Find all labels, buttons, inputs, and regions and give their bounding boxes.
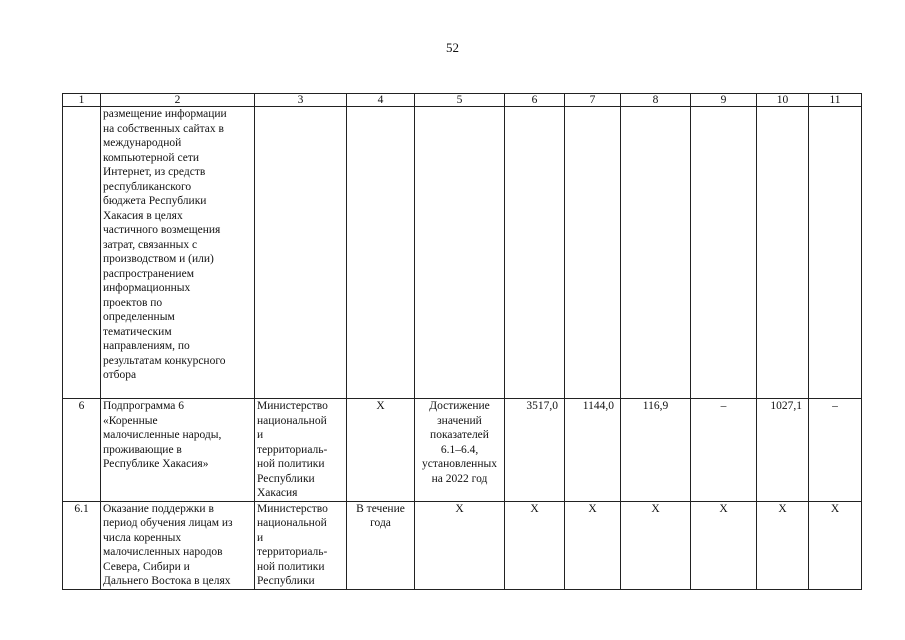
table-cell	[757, 107, 809, 399]
table-cell: Х	[691, 501, 757, 589]
table-cell: Х	[621, 501, 691, 589]
table-cell	[505, 107, 565, 399]
table-row	[63, 399, 862, 502]
data-table	[62, 93, 862, 590]
table-cell	[691, 107, 757, 399]
table-cell: Х	[809, 501, 862, 589]
table-cell: 1144,0	[565, 399, 621, 502]
table-cell: 6.1	[63, 501, 101, 589]
table-cell	[255, 107, 347, 399]
table-cell	[565, 107, 621, 399]
table-cell: Х	[415, 501, 505, 589]
table-cell: –	[691, 399, 757, 502]
table-header-row	[63, 94, 862, 107]
column-header: 3	[255, 94, 347, 107]
table-cell: Достижение значений показателей 6.1–6.4, установленных на 2022 год	[415, 399, 505, 502]
table-cell: Министерство национальной и территориаль- ной политики Республики	[255, 501, 347, 589]
table-cell: Х	[347, 399, 415, 502]
table-cell	[347, 107, 415, 399]
column-header: 5	[415, 94, 505, 107]
table-cell: В течение года	[347, 501, 415, 589]
page-number: 52	[446, 40, 459, 55]
table-cell: Х	[757, 501, 809, 589]
column-header: 4	[347, 94, 415, 107]
table-cell: –	[809, 399, 862, 502]
column-header: 1	[63, 94, 101, 107]
column-header: 2	[101, 94, 255, 107]
table-row	[63, 501, 862, 589]
table-cell	[415, 107, 505, 399]
table-cell: 1027,1	[757, 399, 809, 502]
column-header: 9	[691, 94, 757, 107]
column-header: 8	[621, 94, 691, 107]
table-cell	[63, 107, 101, 399]
table-cell: 3517,0	[505, 399, 565, 502]
table-cell: 6	[63, 399, 101, 502]
table-cell	[809, 107, 862, 399]
column-header: 6	[505, 94, 565, 107]
table-cell: Х	[565, 501, 621, 589]
table-row	[63, 107, 862, 399]
column-header: 7	[565, 94, 621, 107]
table-cell: размещение информации на собственных сайтах в международной компьютерной сети Интернет, из средств республиканского бюджета Республики Хакасия в целях частичного возмещения затрат, связанных с производством и (или) распространением информационных проектов по определенным тематическим направлениям, по результатам конкурсного отбора	[101, 107, 255, 399]
table-cell: Оказание поддержки в период обучения лицам из числа коренных малочисленных народов Севера, Сибири и Дальнего Востока в целях	[101, 501, 255, 589]
column-header: 11	[809, 94, 862, 107]
table-cell: Министерство национальной и территориаль- ной политики Республики Хакасия	[255, 399, 347, 502]
table-cell: Х	[505, 501, 565, 589]
table-cell: Подпрограмма 6 «Коренные малочисленные народы, проживающие в Республике Хакасия»	[101, 399, 255, 502]
table-cell	[621, 107, 691, 399]
column-header: 10	[757, 94, 809, 107]
table-cell: 116,9	[621, 399, 691, 502]
